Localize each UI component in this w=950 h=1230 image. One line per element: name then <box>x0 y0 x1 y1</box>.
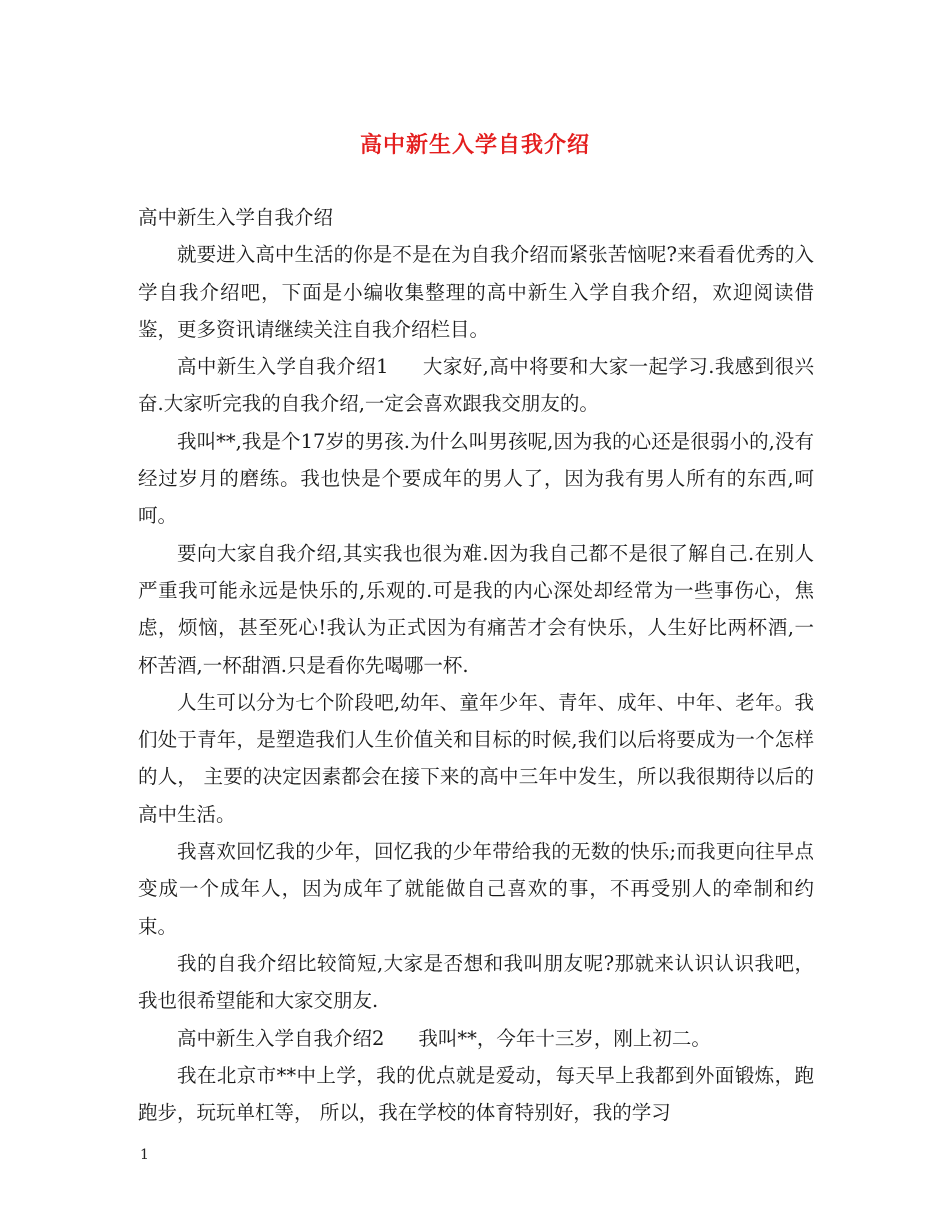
page-number: 1 <box>140 1147 149 1163</box>
paragraph-school: 我在北京市**中上学，我的优点就是爱动，每天早上我都到外面锻炼，跑跑步，玩玩单杠等， 所以，我在学校的体育特别好，我的学习 <box>138 1063 814 1125</box>
paragraph-name: 我叫**,我是个17岁的男孩.为什么叫男孩呢,因为我的心还是很弱小的,没有经过岁月的磨练。我也快是个要成年的男人了，因为我有男人所有的东西,呵呵。 <box>138 429 814 528</box>
paragraph-friends: 我的自我介绍比较简短,大家是否想和我叫朋友呢?那就来认识认识我吧，我也很希望能和大家交朋友. <box>138 951 814 1013</box>
section-2-text: 我叫**，今年十三岁，刚上初二。 <box>418 1026 711 1050</box>
paragraph-memories: 我喜欢回忆我的少年，回忆我的少年带给我的无数的快乐;而我更向往早点变成一个成年人，因为成年了就能做自己喜欢的事，不再受别人的牵制和约束。 <box>138 840 814 938</box>
paragraph-difficult: 要向大家自我介绍,其实我也很为难.因为我自己都不是很了解自己.在别人严重我可能永远是快乐的,乐观的.可是我的内心深处却经常为一些事伤心，焦虑，烦恼，甚至死心!我认为正式因为有痛苦才会有快乐，人生好比两杯酒,一杯苦酒,一杯甜酒.只是看你先喝哪一杯. <box>138 541 814 677</box>
section-2-paragraph <box>138 1020 814 1057</box>
section-1-text: 大家好,高中将要和大家一起学习.我感到很兴奋.大家听完我的自我介绍,一定会喜欢跟我交朋友的。 <box>138 355 814 416</box>
section-1-paragraph <box>138 348 814 423</box>
document-title: 高中新生入学自我介绍 <box>359 133 590 158</box>
section-1-heading: 高中新生入学自我介绍1 <box>177 355 389 379</box>
section-2-heading: 高中新生入学自我介绍2 <box>177 1026 385 1050</box>
paragraph-life-stages: 人生可以分为七个阶段吧,幼年、童年少年、青年、成年、中年、老年。我们处于青年，是塑造我们人生价值关和目标的时候,我们以后将要成为一个怎样的人， 主要的决定因素都会在接下来的高中三年中发生，所以我很期待以后的高中生活。 <box>138 690 814 826</box>
document-subtitle: 高中新生入学自我介绍 <box>138 206 334 229</box>
intro-paragraph: 就要进入高中生活的你是不是在为自我介绍而紧张苦恼呢?来看看优秀的入学自我介绍吧，下面是小编收集整理的高中新生入学自我介绍，欢迎阅读借鉴，更多资讯请继续关注自我介绍栏目。 <box>138 243 814 341</box>
document-body <box>138 199 814 1131</box>
